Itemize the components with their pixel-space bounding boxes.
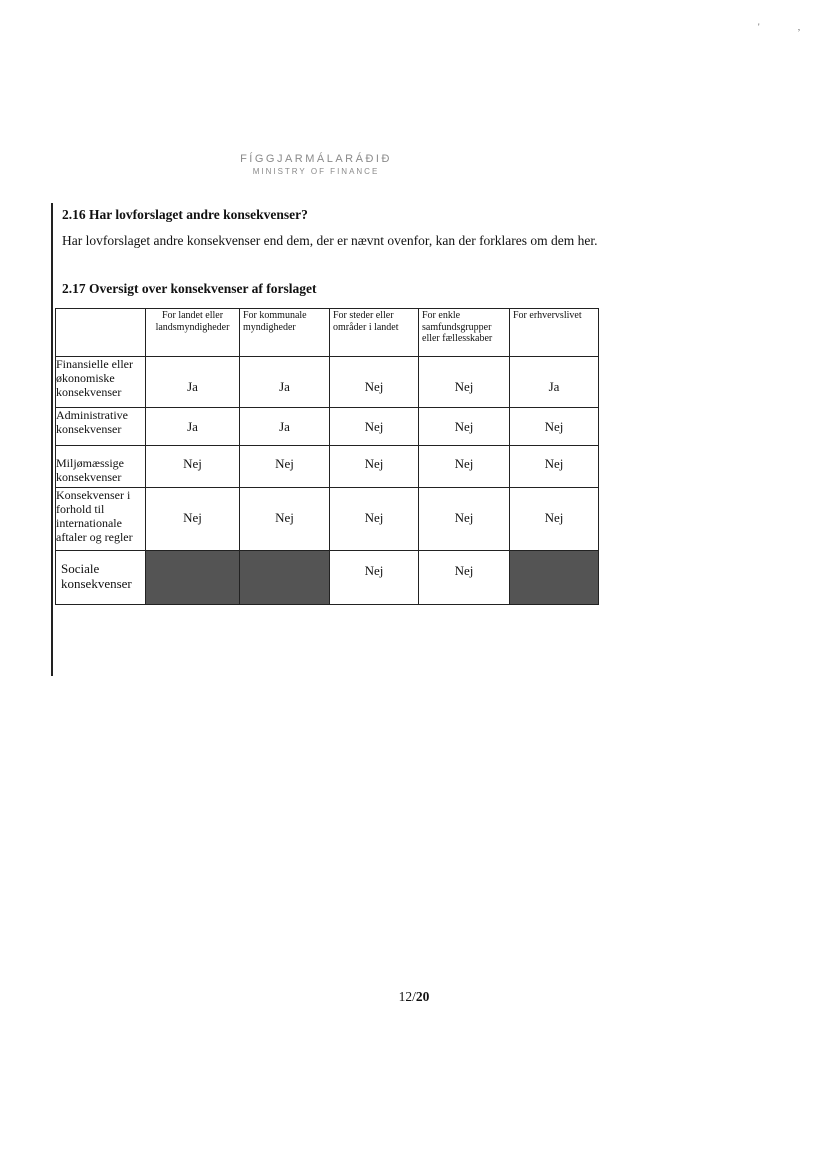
table-cell: Ja bbox=[240, 408, 330, 446]
page-number bbox=[0, 989, 828, 1005]
ministry-subtitle: MINISTRY OF FINANCE bbox=[252, 167, 380, 176]
table-cell: Nej bbox=[146, 446, 240, 488]
table-cell: Nej bbox=[240, 488, 330, 551]
table-corner-cell bbox=[56, 309, 146, 357]
row-label-administrative: Administrative konsekvenser bbox=[56, 408, 146, 446]
col-head-areas: For steder eller områder i landet bbox=[330, 309, 419, 357]
table-cell: Nej bbox=[330, 357, 419, 408]
table-row bbox=[56, 357, 599, 408]
table-row bbox=[56, 446, 599, 488]
table-cell: Nej bbox=[330, 488, 419, 551]
table-row bbox=[56, 408, 599, 446]
row-label-financial: Finansielle eller økonomiske konsekvenser bbox=[56, 357, 146, 408]
table-cell: Nej bbox=[419, 408, 510, 446]
change-margin-bar bbox=[51, 203, 53, 676]
table-cell: Nej bbox=[419, 488, 510, 551]
table-cell: Nej bbox=[330, 446, 419, 488]
table-cell: Nej bbox=[510, 488, 599, 551]
section-216-title: 2.16 Har lovforslaget andre konsekvenser? bbox=[62, 207, 308, 222]
table-row bbox=[56, 488, 599, 551]
row-label-international: Konsekvenser i forhold til internationale aftaler og regler bbox=[56, 488, 146, 551]
table-cell: Ja bbox=[146, 357, 240, 408]
table-cell: Nej bbox=[240, 446, 330, 488]
table-cell: Nej bbox=[419, 551, 510, 605]
table-cell: Nej bbox=[510, 446, 599, 488]
table-cell: Nej bbox=[330, 408, 419, 446]
table-cell: Ja bbox=[510, 357, 599, 408]
table-row bbox=[56, 551, 599, 605]
col-head-municipal: For kommunale myndigheder bbox=[240, 309, 330, 357]
page-current: 12/ bbox=[398, 989, 416, 1004]
section-216-text: Har lovforslaget andre konsekvenser end dem, der er nævnt ovenfor, kan der forklares om dem her. bbox=[62, 233, 598, 248]
consequences-table bbox=[55, 308, 599, 605]
row-label-environmental: Miljømæssige konsekvenser bbox=[56, 446, 146, 488]
table-cell-shaded bbox=[510, 551, 599, 605]
table-cell-shaded bbox=[240, 551, 330, 605]
ministry-name: FÍGGJARMÁLARÁÐIÐ bbox=[240, 153, 392, 165]
col-head-groups: For enkle samfundsgrupper eller fællesskaber bbox=[419, 309, 510, 357]
table-cell: Nej bbox=[510, 408, 599, 446]
table-cell: Ja bbox=[146, 408, 240, 446]
table-cell: Nej bbox=[146, 488, 240, 551]
letterhead bbox=[0, 153, 828, 176]
table-header-row bbox=[56, 309, 599, 357]
table-cell: Nej bbox=[419, 446, 510, 488]
row-label-social: Sociale konsekvenser bbox=[56, 551, 146, 605]
table-cell: Nej bbox=[330, 551, 419, 605]
table-cell: Ja bbox=[240, 357, 330, 408]
table-cell: Nej bbox=[419, 357, 510, 408]
page-total: 20 bbox=[415, 989, 430, 1004]
section-217-title: 2.17 Oversigt over konsekvenser af forslaget bbox=[62, 281, 317, 296]
col-head-country: For landet eller landsmyndigheder bbox=[146, 309, 240, 357]
col-head-business: For erhvervslivet bbox=[510, 309, 599, 357]
table-cell-shaded bbox=[146, 551, 240, 605]
corner-marks: ' , bbox=[758, 22, 819, 32]
